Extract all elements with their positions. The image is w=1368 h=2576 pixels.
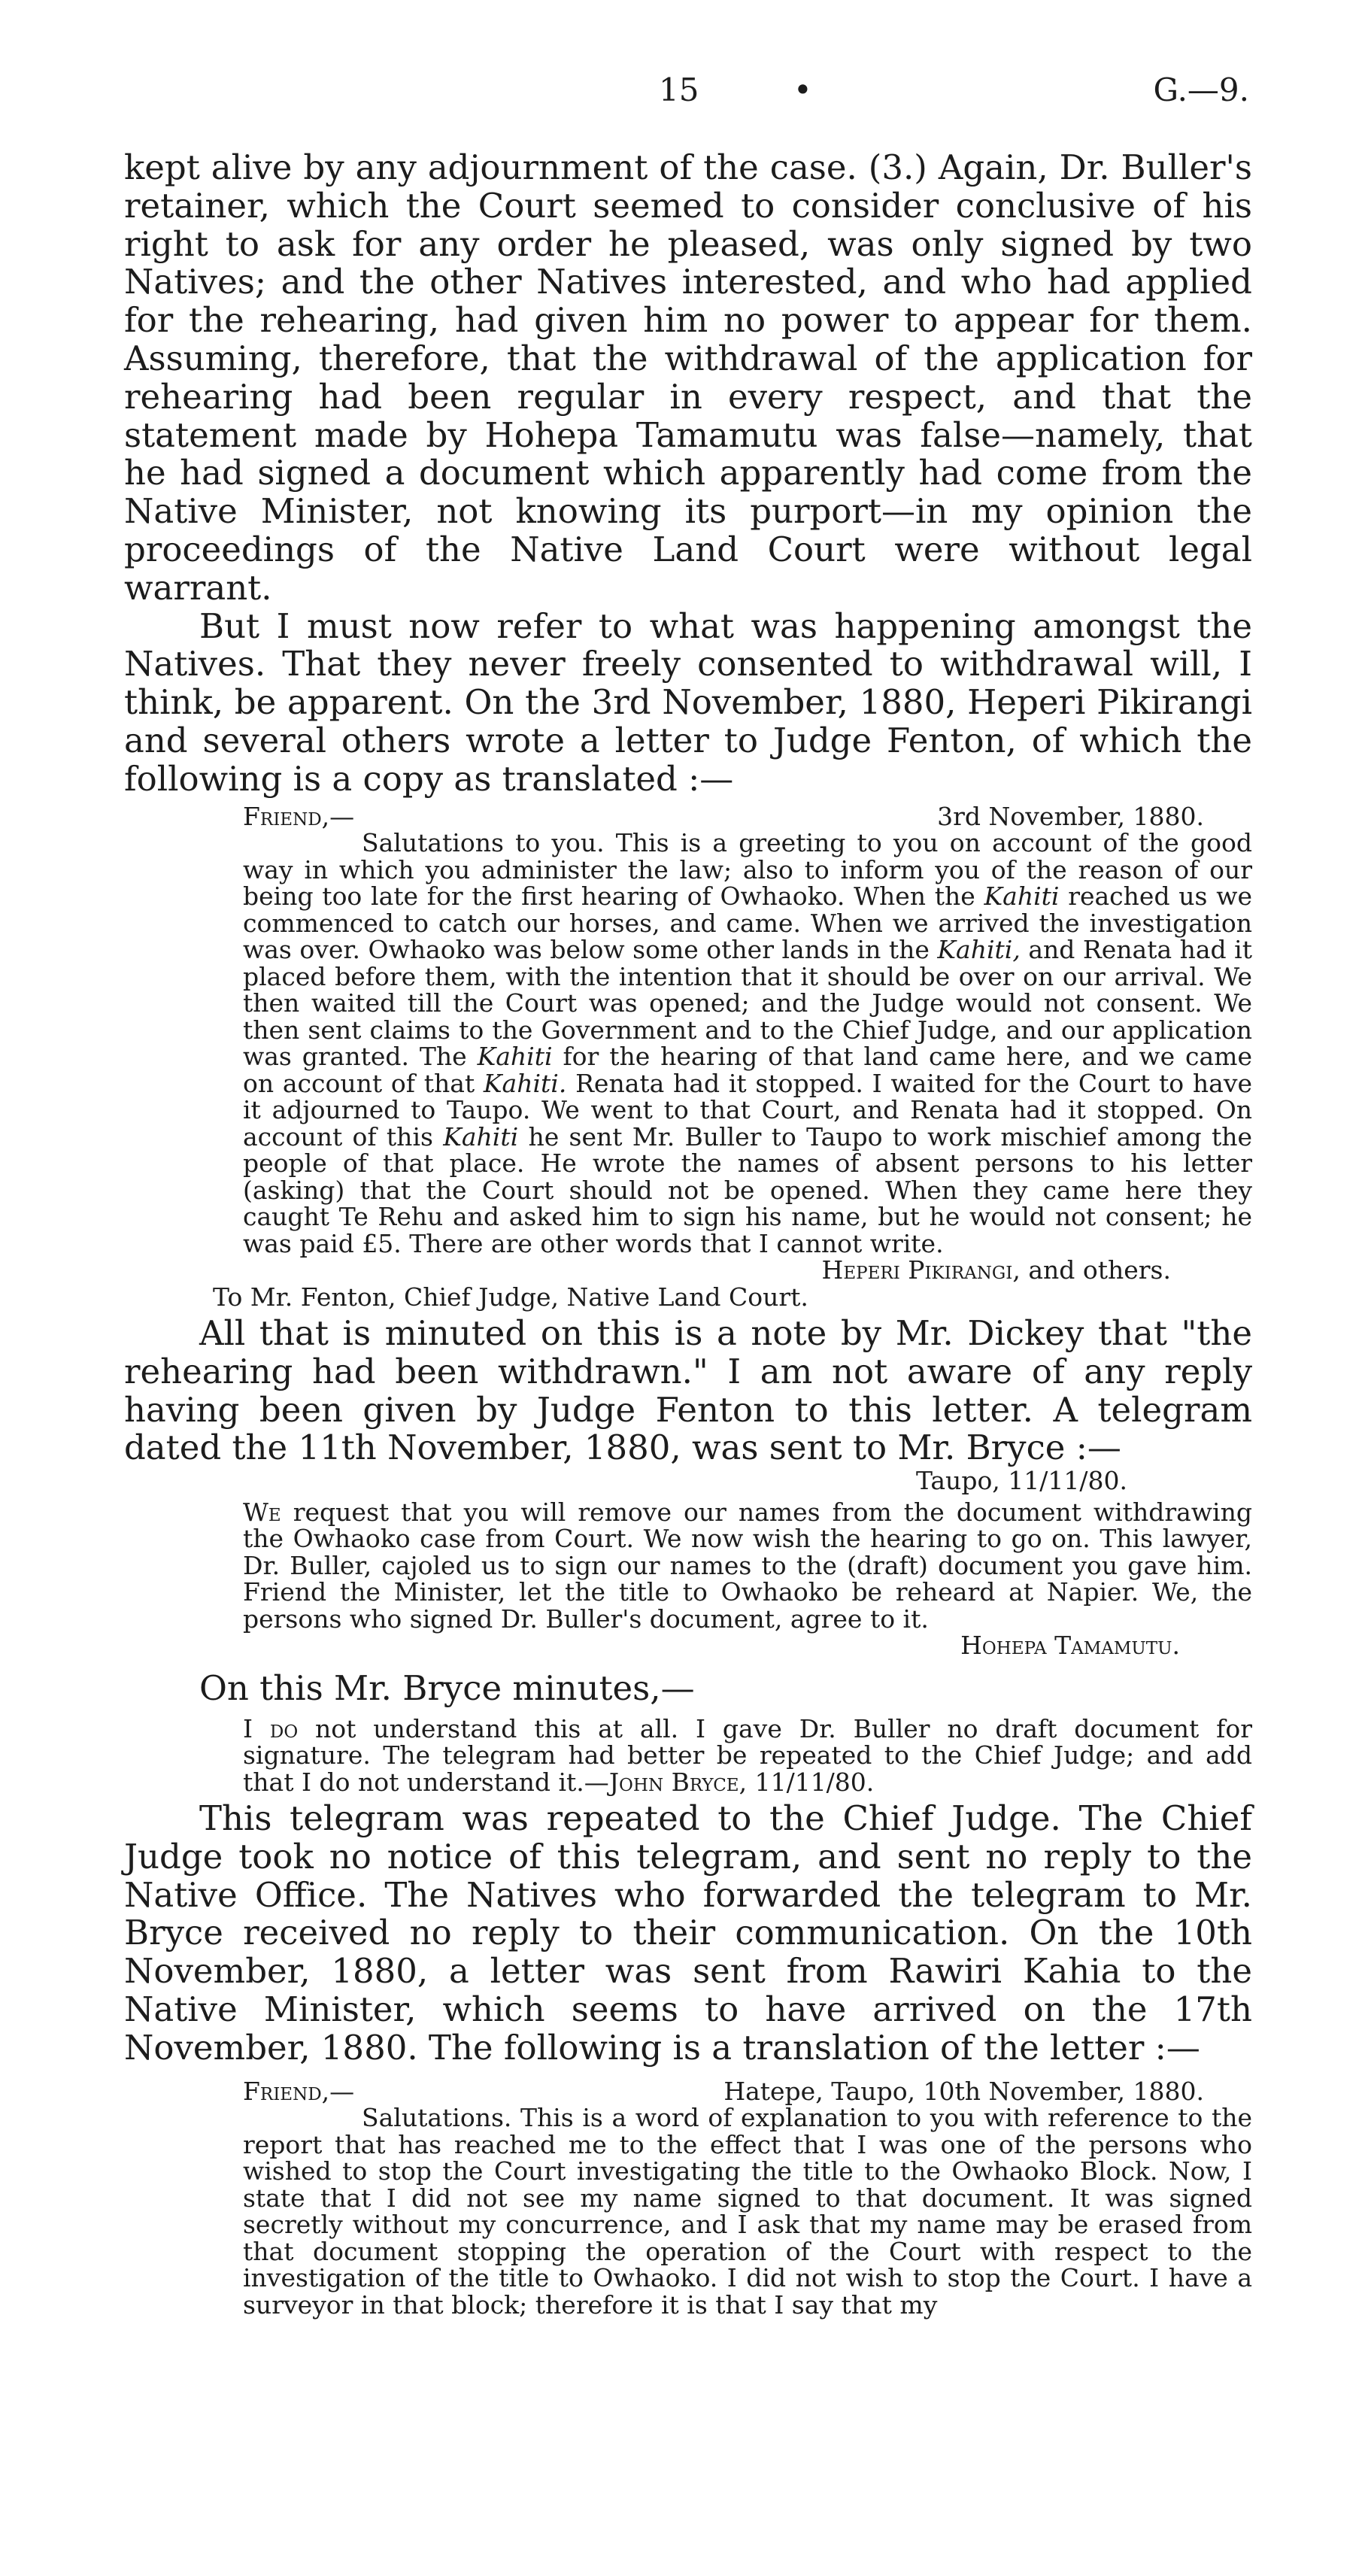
minute-text: not understand this at all. I gave Dr. Buller no draft document for signature. The telegram had better be repeated to the Chief Judge; and add that I do not understand it.— (243, 1713, 1252, 1797)
telegram-body (243, 1499, 1252, 1633)
letter1-date: 3rd November, 1880. (937, 801, 1204, 831)
page-number: 15 (659, 71, 699, 108)
letter1-address: To Mr. Fenton, Chief Judge, Native Land Court. (213, 1282, 808, 1312)
page-header (0, 71, 1368, 117)
minute-date: 11/11/80. (747, 1767, 875, 1797)
bryce-minute (243, 1713, 1252, 1797)
letter1-text: for the hearing of that land came here, and we came on account of that (243, 1042, 1253, 1098)
letter2-body: Salutations. This is a word of explanation to you with reference to the report that has reached me to the effect that I was one of the persons who wished to stop the Court investigating the title to the Owhaoko Block. Now, I state that I did not see my name signed to that document. It was signed secretly without my concurrence, and I ask that my name may be erased from that document stopping the operation of the Court with respect to the investigation of the title to Owhaoko. I did not wish to stop the Court. I have a surveyor in that block; therefore it is that I say that my (243, 2103, 1252, 2320)
letter1-signature-line (243, 1257, 1252, 1284)
paragraph-4: On this Mr. Bryce minutes,— (199, 1667, 695, 1708)
minute-signature: John Bryce, (608, 1767, 748, 1797)
letter1-text: Renata had it stopped. I waited for the Court to have it adjourned to Taupo. We went to that Court, and Renata had it stopped. On account of this (243, 1068, 1252, 1151)
header-dot: • (793, 71, 812, 108)
page-body (124, 149, 1252, 2318)
minute-body (243, 1713, 1252, 1797)
letter1-text: Salutations to you. This is a greeting to you on account of the good way in which you administer the law; also to inform you of the reason of our being too late for the first hearing of Owhaoko. When the (243, 828, 1252, 912)
paragraph-1: kept alive by any adjournment of the case. (3.) Again, Dr. Buller's retainer, which the Court seemed to consider conclusive of his right to ask for any order he pleased, was only signed by two Natives; and the other Natives interested, and who had applied for the rehearing, had given him no power to appear for them. Assuming, therefore, that the withdrawal of the application for rehearing had been regular in every respect, and that the statement made by Hohepa Tamamutu was false—namely, that he had signed a document which apparently had come from the Native Minister, not knowing its purport—in my opinion the proceedings of the Native Land Court were without legal warrant. (124, 147, 1252, 608)
kahiti-word: Kahiti (477, 1042, 553, 1072)
minute-lead: I do (243, 1713, 299, 1743)
kahiti-word: Kahiti, (937, 935, 1021, 965)
letter1-text: he sent Mr. Buller to Taupo to work mischief among the people of that place. He wrote the names of absent persons to his letter (asking) that the Court should not be opened. When they came here they caught Te Rehu and asked him to sign his name, but he would not consent; he was paid £5. There are other words that I cannot write. (243, 1121, 1252, 1258)
telegram-signature: Hohepa Tamamutu. (960, 1631, 1180, 1661)
kahiti-word: Kahiti (984, 881, 1060, 912)
letter1-body (243, 830, 1252, 1257)
paragraph-5: This telegram was repeated to the Chief Judge. The Chief Judge took no notice of this telegram, and sent no reply to the Native Office. The Natives who forwarded the telegram to Mr. Bryce received no reply to their communication. On the 10th November, 1880, a letter was sent from Rawiri Kahia to the Native Minister, which seems to have arrived on the 17th November, 1880. The following is a translation of the letter :— (124, 1798, 1252, 2068)
kahiti-word: Kahiti (443, 1121, 519, 1151)
letter1-salutation: Friend,— (243, 801, 355, 831)
letter1-text: and Renata had it placed before them, with the intention that it should be over on our arrival. We then waited till the Court was opened; and the Judge would not consent. We then sent claims to the Government and to the Chief Judge, and our application was granted. The (243, 935, 1253, 1072)
paragraph-3: All that is minuted on this is a note by Mr. Dickey that "the rehearing had been withdrawn." I am not aware of any reply having been given by Judge Fenton to this letter. A telegram dated the 11th November, 1880, was sent to Mr. Bryce :— (124, 1313, 1252, 1468)
telegram-lead: We (243, 1497, 281, 1527)
paper-reference: G.—9. (1153, 71, 1249, 108)
letter-rawiri (243, 2078, 1252, 2319)
telegram-bryce (243, 1467, 1252, 1659)
letter2-salutation: Friend,— (243, 2076, 355, 2106)
letter1-text: reached us we commenced to catch our horses, and came. When we arrived the investigation was over. Owhaoko was below some other lands in the (243, 881, 1252, 965)
letter2-place-date: Hatepe, Taupo, 10th November, 1880. (723, 2076, 1204, 2106)
letter1-signature: Heperi Pikirangi, (821, 1255, 1021, 1285)
paragraph-2: But I must now refer to what was happening amongst the Natives. That they never freely consented to withdrawal will, I think, be apparent. On the 3rd November, 1880, Heperi Pikirangi and several others wrote a letter to Judge Fenton, of which the following is a copy as translated :— (124, 605, 1252, 799)
telegram-text: request that you will remove our names from the document withdrawing the Owhaoko case from Court. We now wish the hearing to go on. This lawyer, Dr. Buller, cajoled us to sign our names to the (draft) document you gave him. Friend the Minister, let the title to Owhaoko be reheard at Napier. We, the persons who signed Dr. Buller's document, agree to it. (243, 1497, 1252, 1634)
letter1-signature-suffix: and others. (1020, 1255, 1171, 1285)
telegram-place-date: Taupo, 11/11/80. (915, 1466, 1127, 1496)
kahiti-word: Kahiti. (483, 1068, 567, 1098)
letter-heperi (213, 801, 1253, 1312)
